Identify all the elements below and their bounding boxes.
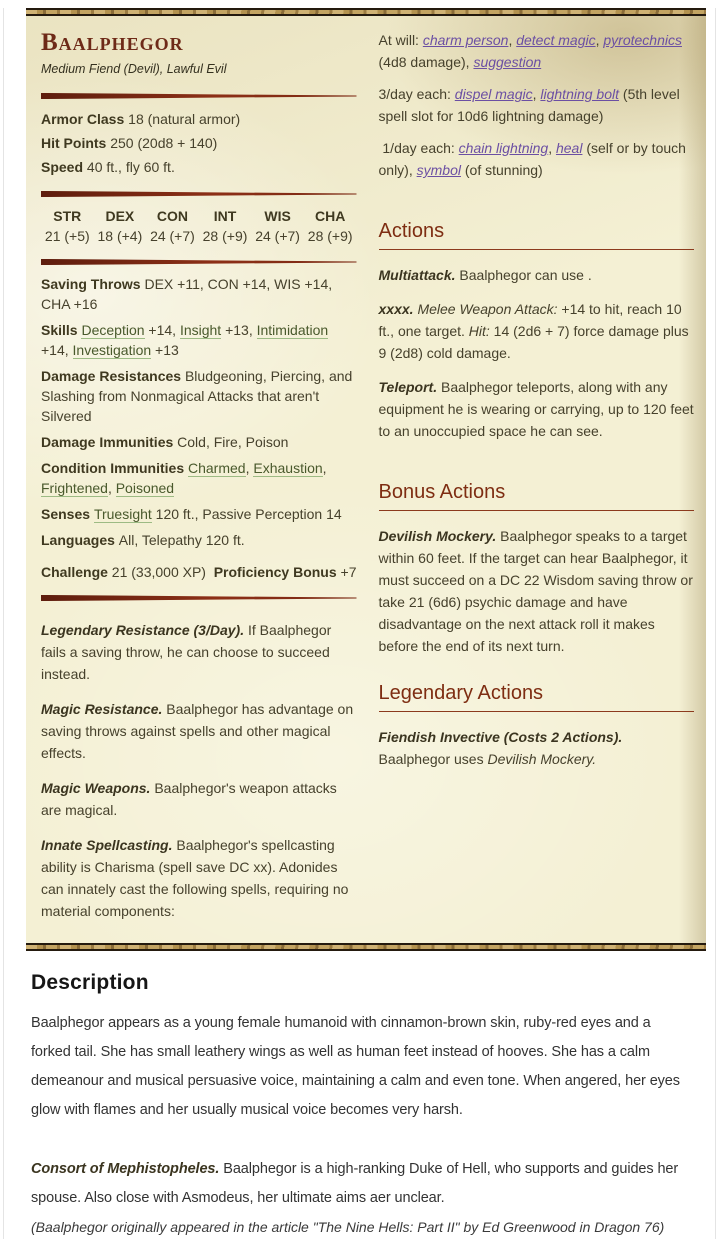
text-segment: Innate Spellcasting. [41,837,177,853]
text-segment: Melee Weapon Attack: [417,301,558,317]
text-segment: Languages [41,532,119,548]
source-note: (Baalphegor originally appeared in the article "The Nine Hells: Part II" by Ed Greenwood in Dragon 76) [31,1219,665,1235]
text-segment: Baalphegor has advantage on saving throws against spells and other magical effects. [41,701,354,761]
text-segment: All, Telepathy 120 ft. [118,532,245,548]
ability-int [199,206,252,246]
ability-wis [251,206,304,246]
text-segment: Damage Immunities [41,434,178,450]
text-segment: Devilish Mockery. [378,528,501,544]
challenge-row [41,562,357,582]
text-segment: Damage Resistances [41,368,185,384]
description-heading: Description [31,971,149,994]
text-segment: +14, [144,322,180,338]
text-segment: +13 [151,342,179,358]
ability-name: CHA [315,208,346,224]
skill-link-deception[interactable]: Deception [81,322,145,338]
ability-str [41,206,94,246]
text-segment: +14, [41,342,73,358]
text-segment: If Baalphegor fails a saving throw, he can choose to succeed instead. [41,622,332,682]
text-segment: , [245,460,254,476]
tapered-divider [41,595,357,601]
text-segment: Baalphegor teleports, along with any equipment he is wearing or carrying, up to 120 feet to an unoccupied space he can see. [378,379,694,439]
text-segment: DEX +11, CON +14, WIS +14, CHA +16 [41,276,333,312]
text-segment: 21 (33,000 XP) [111,564,206,580]
proficiency-bonus [214,562,357,582]
text-segment: Proficiency Bonus [213,564,341,580]
text-segment: Baalphegor is a high-ranking Duke of Hell, who supports and guides her spouse. Also close with Asmodeus, her ultimate aims aer unclear. [31,1161,679,1206]
text-segment: Magic Weapons. [41,780,155,796]
ability-con [146,206,199,246]
text-segment: +14 to hit, reach 10 ft., one target. [378,301,682,339]
spell-link-symbol[interactable]: symbol [416,162,461,178]
text-segment: , [322,460,327,476]
bonus-actions-heading: Bonus Actions [379,480,695,511]
text-segment: (4d8 damage), [378,54,474,70]
stat-block-left-column [41,29,357,935]
stat-block-top-ornament-bar [26,8,706,16]
bonus-action-devilish-mockery [379,525,695,657]
ability-value: 21 (+5) [44,228,90,244]
spell-link-heal[interactable]: heal [555,140,583,156]
skill-link-frightened[interactable]: Frightened [41,480,108,496]
tapered-divider [41,191,357,197]
page-container [3,8,716,1239]
consort-paragraph [31,1155,691,1213]
text-segment: 3/day each: [378,86,455,102]
tapered-divider [41,93,357,99]
text-segment: Teleport. [378,379,441,395]
text-segment: Magic Resistance. [41,701,167,717]
skill-link-poisoned[interactable]: Poisoned [115,480,175,496]
spell-link-lightning-bolt[interactable]: lightning bolt [540,86,620,102]
speed-line [41,156,357,178]
ability-name: INT [213,208,237,224]
ability-scores-table [41,206,357,246]
text-segment: Baalphegor's spellcasting ability is Charisma (spell save DC xx). Adonides can innately cast the following spells, requiring no material components: [41,837,349,919]
spell-link-charm-person[interactable]: charm person [422,32,509,48]
challenge-rating [41,562,206,582]
creature-name: Baalphegor [41,29,184,56]
trait-magic-resistance [41,698,357,764]
text-segment: 40 ft., fly 60 ft. [86,159,175,175]
text-segment: Armor Class [41,111,129,127]
stat-block-right-column [379,29,695,935]
text-segment: xxxx. [378,301,418,317]
text-segment: +13, [221,322,257,338]
spell-link-dispel-magic[interactable]: dispel magic [454,86,533,102]
text-segment: Devilish Mockery. [487,751,597,767]
text-segment: , [548,140,556,156]
text-segment: , [107,480,116,496]
text-segment: Saving Throws [41,276,145,292]
ability-value: 18 (+4) [97,228,143,244]
text-segment: Challenge [41,564,112,580]
ability-value: 24 (+7) [150,228,195,244]
text-segment: Hit Points [41,135,111,151]
text-segment: Baalphegor uses [378,751,488,767]
text-segment: Baalphegor's weapon attacks are magical. [41,780,337,818]
saving-throws-line [41,274,357,314]
text-segment: (self or by touch only), [378,140,686,178]
text-segment: Multiattack. [378,267,460,283]
text-segment: , [595,32,604,48]
ability-name: DEX [105,208,135,224]
spells-1-day-line [379,137,695,181]
stat-block-bottom-ornament-bar [26,943,706,951]
ability-value: 24 (+7) [255,228,300,244]
spell-link-detect-magic[interactable]: detect magic [516,32,596,48]
legendary-actions-heading: Legendary Actions [379,681,695,712]
text-segment: Cold, Fire, Poison [177,434,289,450]
text-segment: Legendary Resistance (3/Day). [41,622,248,638]
text-segment: Speed [41,159,87,175]
tapered-divider [41,259,357,265]
spells-3-day-line [379,83,695,127]
bonus-actions-section [379,480,695,657]
text-segment: Fiendish Invective (Costs 2 Actions). [378,729,623,745]
legendary-action-fiendish-invective [379,726,695,770]
text-segment: Baalphegor can use . [459,267,592,283]
hit-points-line [41,132,357,154]
ability-value: 28 (+9) [307,228,353,244]
stat-block-body [26,16,706,943]
action-multiattack [379,264,695,286]
text-segment: , [532,86,541,102]
armor-class-line [41,108,357,130]
description-paragraph: Baalphegor appears as a young female humanoid with cinnamon-brown skin, ruby-red eyes and a forked tail. She has small leathery wings as well as human feet instead of hooves. She has a calm demeanour and musical persuasive voice, maintaining a calm and even tone. When angered, her eyes glow with flames and her usually musical voice becomes very harsh. [31,1015,680,1118]
skill-link-exhaustion[interactable]: Exhaustion [253,460,323,476]
text-segment: At will: [378,32,423,48]
skill-link-insight[interactable]: Insight [179,322,222,338]
spell-link-suggestion[interactable]: suggestion [473,54,542,70]
text-segment: Bludgeoning, Piercing, and Slashing from Nonmagical Attacks that aren't Silvered [41,368,353,424]
skill-link-investigation[interactable]: Investigation [72,342,152,358]
damage-immunities-line [41,432,357,452]
text-segment: (of stunning) [460,162,543,178]
creature-meta: Medium Fiend (Devil), Lawful Evil [41,62,227,76]
text-segment: 120 ft., Passive Perception 14 [151,506,342,522]
text-segment: +7 [340,564,357,580]
text-segment: Consort of Mephistopheles. [31,1161,224,1177]
text-segment: Condition Immunities [41,460,188,476]
ability-name: STR [53,208,82,224]
ability-cha [304,206,357,246]
spell-link-pyrotechnics[interactable]: pyrotechnics [603,32,682,48]
skill-link-charmed[interactable]: Charmed [188,460,246,476]
legendary-actions-section [379,681,695,770]
action-melee-attack [379,298,695,364]
trait-legendary-resistance [41,619,357,685]
ability-name: CON [156,208,188,224]
ability-value: 28 (+9) [202,228,248,244]
ability-name: WIS [264,208,291,224]
text-segment: 1/day each: [378,140,459,156]
ability-dex [94,206,147,246]
text-segment: Senses [41,506,94,522]
text-segment: Skills [41,322,82,338]
text-segment: , [508,32,517,48]
text-segment: Hit: [468,323,490,339]
text-segment: 18 (natural armor) [128,111,241,127]
skill-link-truesight[interactable]: Truesight [93,506,152,522]
senses-line [41,504,357,524]
actions-section [379,219,695,442]
traits-list [41,619,357,922]
text-segment: 250 (20d8 + 140) [110,135,218,151]
text-segment: 14 (2d6 + 7) force damage plus 9 (2d8) cold damage. [378,323,689,361]
languages-line [41,530,357,550]
text-segment: Baalphegor speaks to a target within 60 feet. If the target can hear Baalphegor, it must succeed on a DC 22 Wisdom saving throw or take 21 (6d6) psychic damage and have disadvantage on the next attack roll it makes before the end of its next turn. [378,528,693,654]
actions-heading: Actions [379,219,695,250]
spells-at-will-line [379,29,695,73]
spell-link-chain-lightning[interactable]: chain lightning [458,140,549,156]
damage-resistances-line [41,366,357,426]
action-teleport [379,376,695,442]
condition-immunities-line [41,458,357,498]
text-segment: (5th level spell slot for 10d6 lightning damage) [378,86,680,124]
skills-line [41,320,357,360]
trait-innate-spellcasting [41,834,357,922]
trait-magic-weapons [41,777,357,821]
stat-block [26,8,706,951]
skill-link-intimidation[interactable]: Intimidation [256,322,329,338]
description-section [4,951,715,1239]
